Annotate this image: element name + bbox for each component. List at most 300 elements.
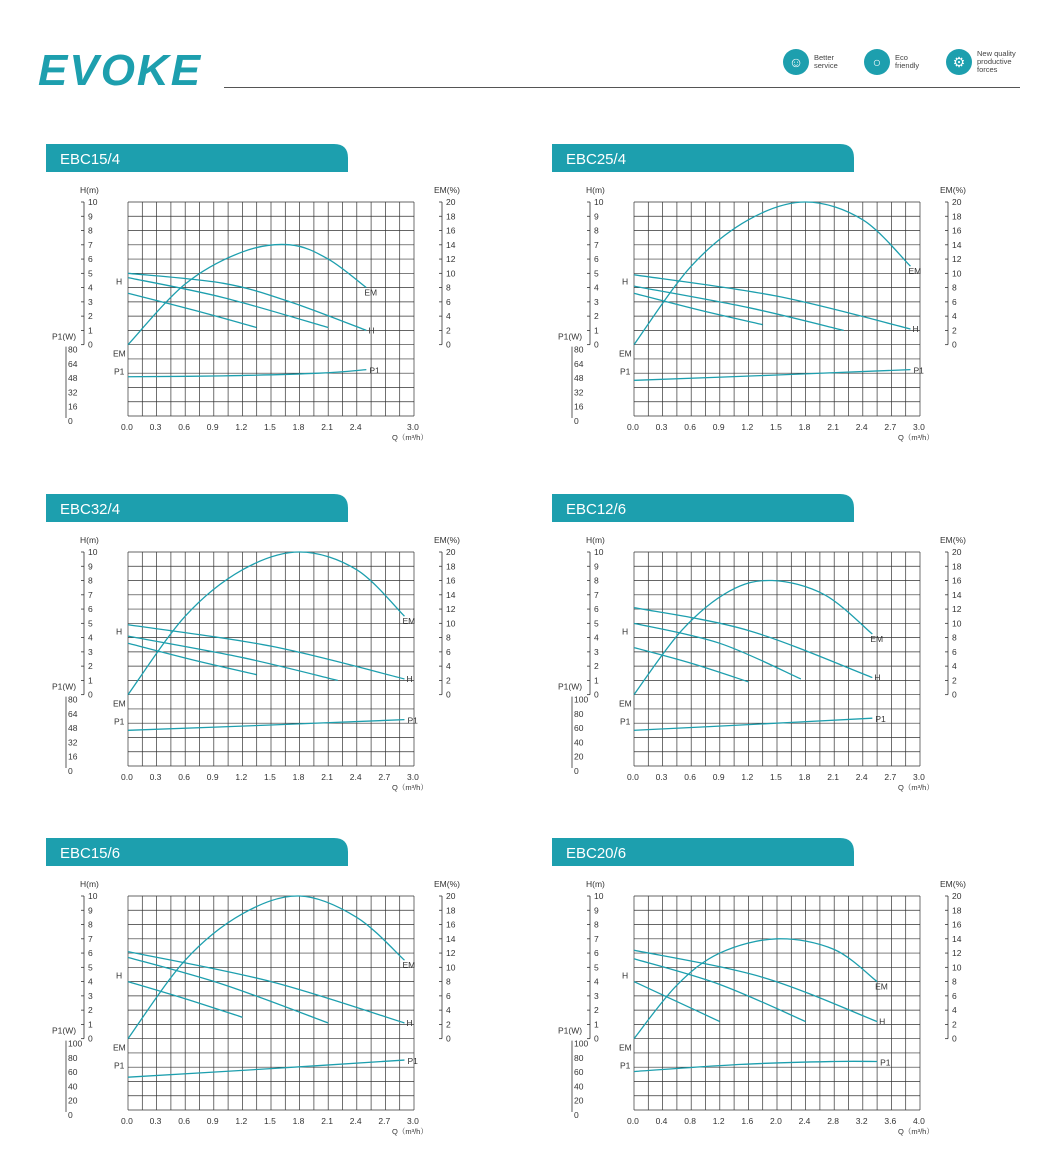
em-series-label-left: EM (113, 1042, 126, 1053)
h-series-label-right: H (879, 1016, 886, 1027)
em-axis-label: EM(%) (940, 535, 966, 545)
h-tick-label: 3 (594, 646, 599, 657)
em-series-label-right: EM (402, 960, 416, 971)
p1-curve (128, 720, 404, 731)
x-tick-label: 1.2 (741, 772, 754, 782)
x-tick-label: 2.1 (827, 422, 840, 432)
p1-series-label-right: P1 (407, 1056, 418, 1067)
p1-series-label-right: P1 (913, 365, 924, 376)
em-series-label-left: EM (619, 1042, 632, 1053)
h-axis-label: H(m) (80, 185, 99, 195)
em-tick-label: 14 (446, 239, 456, 250)
x-tick-label: 2.4 (349, 772, 362, 782)
x-tick-label: 2.4 (798, 1116, 811, 1126)
x-tick-label: 2.4 (349, 1116, 362, 1126)
x-tick-label: 1.8 (292, 772, 305, 782)
x-tick-label: 0.6 (684, 772, 697, 782)
p1-series-label-right: P1 (369, 365, 380, 376)
em-tick-label: 4 (446, 661, 451, 672)
x-tick-label: 0.9 (206, 1116, 219, 1126)
em-tick-label: 16 (446, 575, 456, 586)
chart-title: EBC25/4 (566, 151, 627, 168)
chart-ebc20-6 (552, 838, 1022, 1158)
h-tick-label: 5 (594, 618, 599, 629)
p1-axis-label: P1(W) (558, 681, 583, 692)
h-tick-label: 4 (594, 976, 599, 987)
p1-tick-label: 48 (574, 373, 584, 384)
em-axis-label: EM(%) (434, 185, 460, 195)
p1-tick-label: 0 (574, 416, 579, 426)
p1-tick-label: 64 (574, 358, 584, 369)
em-tick-label: 16 (952, 919, 962, 930)
p1-tick-label: 80 (574, 1052, 584, 1063)
chart-title: EBC32/4 (60, 501, 121, 518)
em-tick-label: 10 (952, 618, 962, 629)
badge-line: service (814, 61, 838, 70)
x-tick-label: 4.0 (913, 1116, 925, 1126)
x-tick-label: 0.3 (655, 772, 668, 782)
h-tick-label: 7 (594, 933, 599, 944)
em-series-label-right: EM (875, 981, 888, 992)
h-series-label-right: H (406, 673, 413, 684)
p1-curve (634, 1061, 877, 1071)
h-tick-label: 4 (88, 976, 93, 987)
p1-series-label-left: P1 (114, 366, 125, 377)
x-tick-label: 2.4 (349, 422, 362, 432)
p1-axis-label: P1(W) (558, 331, 583, 342)
badge-line: friendly (895, 61, 920, 70)
x-tick-label: 0.0 (627, 422, 639, 432)
h-series-label-right: H (912, 323, 919, 334)
p1-tick-label: 40 (574, 737, 584, 748)
h-tick-label: 7 (594, 239, 599, 250)
h-tick-label: 0 (88, 339, 93, 350)
em-tick-label: 14 (952, 933, 962, 944)
em-tick-label: 4 (952, 661, 957, 672)
p1-tick-label: 64 (68, 708, 78, 719)
h-tick-label: 9 (594, 561, 599, 572)
h-tick-label: 7 (88, 589, 93, 600)
h-curve (634, 950, 877, 1021)
x-tick-label: 1.8 (292, 1116, 305, 1126)
p1-series-label-left: P1 (114, 1060, 125, 1071)
p1-tick-label: 80 (68, 694, 78, 705)
em-tick-label: 12 (446, 948, 456, 959)
h-tick-label: 2 (594, 311, 599, 322)
x-tick-label: 1.8 (292, 422, 305, 432)
h-series-label-right: H (874, 672, 881, 683)
p1-tick-label: 80 (574, 708, 584, 719)
em-curve (634, 939, 877, 1039)
h-tick-label: 9 (594, 211, 599, 222)
x-tick-label: 0.6 (684, 422, 697, 432)
p1-tick-label: 16 (574, 401, 584, 412)
globe-leaf-icon: ○ (864, 49, 890, 75)
p1-tick-label: 100 (574, 1038, 589, 1049)
h-axis-label: H(m) (586, 535, 605, 545)
h-tick-label: 0 (88, 689, 93, 700)
em-tick-label: 18 (446, 211, 456, 222)
em-tick-label: 4 (952, 311, 957, 322)
p1-curve (634, 718, 872, 730)
h-tick-label: 1 (88, 1019, 93, 1030)
x-tick-label: 3.0 (407, 422, 419, 432)
em-tick-label: 8 (446, 282, 451, 293)
h-tick-label: 5 (88, 618, 93, 629)
chart-ebc12-6 (552, 494, 1022, 814)
p1-series-label-left: P1 (114, 716, 125, 727)
em-tick-label: 16 (952, 575, 962, 586)
h-series-label-right: H (406, 1017, 413, 1028)
x-tick-label: 0.6 (178, 1116, 191, 1126)
h-tick-label: 6 (88, 948, 93, 959)
x-tick-label: 2.4 (855, 772, 868, 782)
h-series-label-left: H (116, 276, 123, 287)
em-tick-label: 14 (446, 933, 456, 944)
em-tick-label: 2 (446, 675, 451, 686)
h-curve (634, 608, 872, 678)
em-tick-label: 0 (446, 1033, 451, 1044)
p1-tick-label: 100 (68, 1038, 83, 1049)
p1-curve (634, 370, 910, 381)
x-tick-label: 0.3 (149, 772, 162, 782)
h-tick-label: 0 (594, 339, 599, 350)
x-tick-label: 0.9 (712, 772, 725, 782)
h-tick-label: 5 (88, 268, 93, 279)
chart-svg (552, 494, 1022, 814)
p1-tick-label: 20 (574, 1095, 584, 1106)
em-tick-label: 2 (446, 325, 451, 336)
em-tick-label: 6 (952, 646, 957, 657)
h-tick-label: 9 (88, 561, 93, 572)
p1-tick-label: 0 (68, 1110, 73, 1120)
x-tick-label: 1.2 (235, 1116, 248, 1126)
p1-tick-label: 32 (68, 387, 78, 398)
em-tick-label: 18 (952, 905, 962, 916)
p1-tick-label: 100 (574, 694, 589, 705)
chart-title: EBC15/4 (60, 151, 121, 168)
h-series-label-left: H (622, 276, 629, 287)
x-tick-label: 1.6 (741, 1116, 754, 1126)
em-tick-label: 20 (446, 547, 456, 557)
h-tick-label: 2 (88, 1005, 93, 1016)
em-tick-label: 6 (446, 990, 451, 1001)
chart-title: EBC12/6 (566, 501, 627, 518)
badge-new-quality (946, 49, 1016, 75)
badge-line: New quality (977, 49, 1016, 58)
x-tick-label: 2.0 (770, 1116, 782, 1126)
x-tick-label: 1.2 (712, 1116, 725, 1126)
em-tick-label: 0 (952, 339, 957, 350)
em-tick-label: 18 (446, 561, 456, 572)
x-tick-label: 1.2 (741, 422, 754, 432)
x-tick-label: 0.9 (206, 422, 219, 432)
em-tick-label: 10 (952, 268, 962, 279)
p1-tick-label: 0 (68, 416, 73, 426)
em-tick-label: 2 (952, 1019, 957, 1030)
h-tick-label: 2 (88, 661, 93, 672)
h-tick-label: 8 (594, 225, 599, 236)
h-series-label-left: H (116, 970, 123, 981)
x-tick-label: 0.3 (149, 1116, 162, 1126)
x-tick-label: 1.5 (770, 772, 782, 782)
badge-line: Better (814, 53, 835, 62)
brand-logo: EVOKE (38, 46, 203, 95)
p1-axis-label: P1(W) (52, 331, 77, 342)
h-tick-label: 6 (594, 604, 599, 615)
x-tick-label: 2.1 (321, 772, 334, 782)
h-tick-label: 5 (594, 962, 599, 973)
x-tick-label: 3.2 (855, 1116, 868, 1126)
p1-series-label-left: P1 (620, 716, 631, 727)
h-axis-label: H(m) (586, 879, 605, 889)
h-tick-label: 2 (88, 311, 93, 322)
x-tick-label: 0.8 (684, 1116, 697, 1126)
x-axis-label: Q（m³/h） (392, 433, 428, 442)
chart-svg (552, 838, 1022, 1158)
h-series-label-left: H (622, 626, 629, 637)
em-series-label-left: EM (113, 698, 126, 709)
p1-tick-label: 80 (68, 1052, 78, 1063)
x-tick-label: 3.0 (913, 772, 925, 782)
em-series-label-right: EM (870, 634, 884, 645)
p1-tick-label: 80 (68, 344, 78, 355)
p1-tick-label: 32 (68, 737, 78, 748)
p1-series-label-left: P1 (620, 366, 631, 377)
x-tick-label: 0.0 (121, 772, 133, 782)
h-series-label-right: H (368, 325, 375, 336)
em-tick-label: 16 (446, 225, 456, 236)
p1-tick-label: 64 (68, 358, 78, 369)
em-tick-label: 0 (952, 689, 957, 700)
h-tick-label: 1 (594, 675, 599, 686)
badge-line: productive (977, 57, 1012, 66)
h-tick-label: 1 (594, 1019, 599, 1030)
h-tick-label: 6 (594, 254, 599, 265)
h-tick-label: 3 (594, 296, 599, 307)
x-tick-label: 1.2 (235, 422, 248, 432)
em-tick-label: 20 (952, 547, 962, 557)
x-tick-label: 1.5 (770, 422, 782, 432)
em-tick-label: 8 (446, 976, 451, 987)
em-tick-label: 14 (952, 239, 962, 250)
em-series-label-right: EM (908, 266, 922, 277)
x-tick-label: 2.1 (321, 1116, 334, 1126)
em-tick-label: 12 (446, 604, 456, 615)
x-tick-label: 0.9 (206, 772, 219, 782)
x-tick-label: 0.0 (627, 772, 639, 782)
p1-tick-label: 80 (574, 344, 584, 355)
h-tick-label: 9 (88, 905, 93, 916)
x-tick-label: 1.8 (798, 422, 811, 432)
x-tick-label: 2.1 (321, 422, 334, 432)
h-tick-label: 9 (594, 905, 599, 916)
em-tick-label: 0 (446, 689, 451, 700)
p1-tick-label: 20 (68, 1095, 78, 1106)
p1-tick-label: 20 (574, 751, 584, 762)
h-tick-label: 10 (88, 197, 98, 207)
x-tick-label: 0.0 (121, 422, 133, 432)
header-divider (224, 87, 1020, 88)
em-tick-label: 4 (446, 1005, 451, 1016)
em-tick-label: 20 (952, 197, 962, 207)
em-tick-label: 6 (446, 296, 451, 307)
h-axis-label: H(m) (80, 879, 99, 889)
em-tick-label: 18 (446, 905, 456, 916)
h-tick-label: 5 (594, 268, 599, 279)
p1-series-label-left: P1 (620, 1060, 631, 1071)
em-tick-label: 0 (952, 1033, 957, 1044)
h-tick-label: 10 (88, 547, 98, 557)
em-tick-label: 4 (952, 1005, 957, 1016)
p1-tick-label: 40 (68, 1081, 78, 1092)
h-tick-label: 8 (88, 919, 93, 930)
person-service-icon: ☺ (783, 49, 809, 75)
h-tick-label: 10 (594, 547, 604, 557)
x-tick-label: 1.5 (264, 772, 276, 782)
h-tick-label: 2 (594, 1005, 599, 1016)
chart-svg (46, 144, 516, 464)
em-tick-label: 20 (446, 197, 456, 207)
p1-tick-label: 48 (68, 723, 78, 734)
em-tick-label: 2 (952, 675, 957, 686)
em-tick-label: 4 (446, 311, 451, 322)
x-tick-label: 1.8 (798, 772, 811, 782)
em-tick-label: 20 (952, 891, 962, 901)
h-axis-label: H(m) (586, 185, 605, 195)
h-tick-label: 7 (88, 933, 93, 944)
em-tick-label: 16 (446, 919, 456, 930)
em-tick-label: 12 (446, 254, 456, 265)
x-tick-label: 2.4 (855, 422, 868, 432)
em-tick-label: 8 (952, 282, 957, 293)
chart-title: EBC15/6 (60, 845, 121, 862)
em-axis-label: EM(%) (940, 185, 966, 195)
x-tick-label: 1.2 (235, 772, 248, 782)
x-tick-label: 0.0 (121, 1116, 133, 1126)
em-series-label-left: EM (113, 348, 126, 359)
badge-eco-friendly (864, 49, 919, 75)
x-tick-label: 0.6 (178, 772, 191, 782)
h-tick-label: 4 (88, 282, 93, 293)
h-tick-label: 3 (88, 646, 93, 657)
chart-svg (46, 494, 516, 814)
h-tick-label: 1 (88, 675, 93, 686)
h-tick-label: 6 (88, 604, 93, 615)
h-tick-label: 7 (594, 589, 599, 600)
em-tick-label: 2 (446, 1019, 451, 1030)
chart-ebc32-4 (46, 494, 516, 814)
p1-tick-label: 16 (68, 751, 78, 762)
x-tick-label: 2.8 (827, 1116, 840, 1126)
h-tick-label: 8 (594, 919, 599, 930)
x-tick-label: 0.4 (655, 1116, 668, 1126)
em-curve (128, 244, 366, 344)
p1-series-label-right: P1 (875, 714, 886, 725)
chart-ebc15-6 (46, 838, 516, 1158)
h-tick-label: 3 (88, 990, 93, 1001)
x-tick-label: 0.0 (627, 1116, 639, 1126)
x-tick-label: 3.6 (884, 1116, 897, 1126)
badge-line: forces (977, 65, 998, 74)
em-axis-label: EM(%) (434, 879, 460, 889)
x-tick-label: 0.3 (655, 422, 668, 432)
p1-tick-label: 40 (574, 1081, 584, 1092)
h-curve (634, 623, 801, 679)
h-tick-label: 2 (594, 661, 599, 672)
em-tick-label: 8 (446, 632, 451, 643)
em-tick-label: 18 (952, 211, 962, 222)
em-tick-label: 6 (446, 646, 451, 657)
p1-tick-label: 32 (574, 387, 584, 398)
h-tick-label: 6 (88, 254, 93, 265)
p1-axis-label: P1(W) (558, 1025, 583, 1036)
x-tick-label: 3.0 (913, 422, 925, 432)
p1-tick-label: 60 (574, 1067, 584, 1078)
x-tick-label: 3.0 (407, 1116, 419, 1126)
p1-tick-label: 0 (574, 766, 579, 776)
h-tick-label: 10 (594, 891, 604, 901)
x-tick-label: 2.7 (378, 772, 391, 782)
chart-svg (46, 838, 516, 1158)
em-tick-label: 10 (446, 962, 456, 973)
chart-ebc15-4 (46, 144, 516, 464)
em-tick-label: 8 (952, 632, 957, 643)
em-tick-label: 16 (952, 225, 962, 236)
p1-series-label-right: P1 (880, 1057, 891, 1068)
em-tick-label: 20 (446, 891, 456, 901)
h-axis-label: H(m) (80, 535, 99, 545)
h-tick-label: 10 (594, 197, 604, 207)
h-tick-label: 9 (88, 211, 93, 222)
h-tick-label: 1 (88, 325, 93, 336)
gear-icon: ⚙ (946, 49, 972, 75)
h-tick-label: 4 (88, 632, 93, 643)
h-tick-label: 0 (594, 689, 599, 700)
x-axis-label: Q（m³/h） (898, 783, 934, 792)
em-axis-label: EM(%) (434, 535, 460, 545)
x-tick-label: 0.9 (712, 422, 725, 432)
h-series-label-left: H (116, 626, 123, 637)
em-tick-label: 12 (952, 254, 962, 265)
badge-line: Eco (895, 53, 908, 62)
h-tick-label: 8 (594, 575, 599, 586)
em-tick-label: 10 (952, 962, 962, 973)
p1-tick-label: 16 (68, 401, 78, 412)
p1-axis-label: P1(W) (52, 681, 77, 692)
x-tick-label: 2.7 (378, 1116, 391, 1126)
h-curve (128, 636, 338, 680)
badge-better-service (783, 49, 838, 75)
em-tick-label: 0 (446, 339, 451, 350)
em-tick-label: 6 (952, 990, 957, 1001)
em-tick-label: 6 (952, 296, 957, 307)
em-tick-label: 12 (952, 948, 962, 959)
em-series-label-left: EM (619, 348, 632, 359)
x-tick-label: 3.0 (407, 772, 419, 782)
em-tick-label: 2 (952, 325, 957, 336)
x-tick-label: 1.5 (264, 1116, 276, 1126)
chart-svg (552, 144, 1022, 464)
em-tick-label: 8 (952, 976, 957, 987)
h-tick-label: 0 (594, 1033, 599, 1044)
h-tick-label: 10 (88, 891, 98, 901)
x-tick-label: 2.7 (884, 422, 897, 432)
h-curve (128, 952, 404, 1023)
h-curve (634, 286, 844, 330)
h-tick-label: 8 (88, 225, 93, 236)
x-tick-label: 2.1 (827, 772, 840, 782)
